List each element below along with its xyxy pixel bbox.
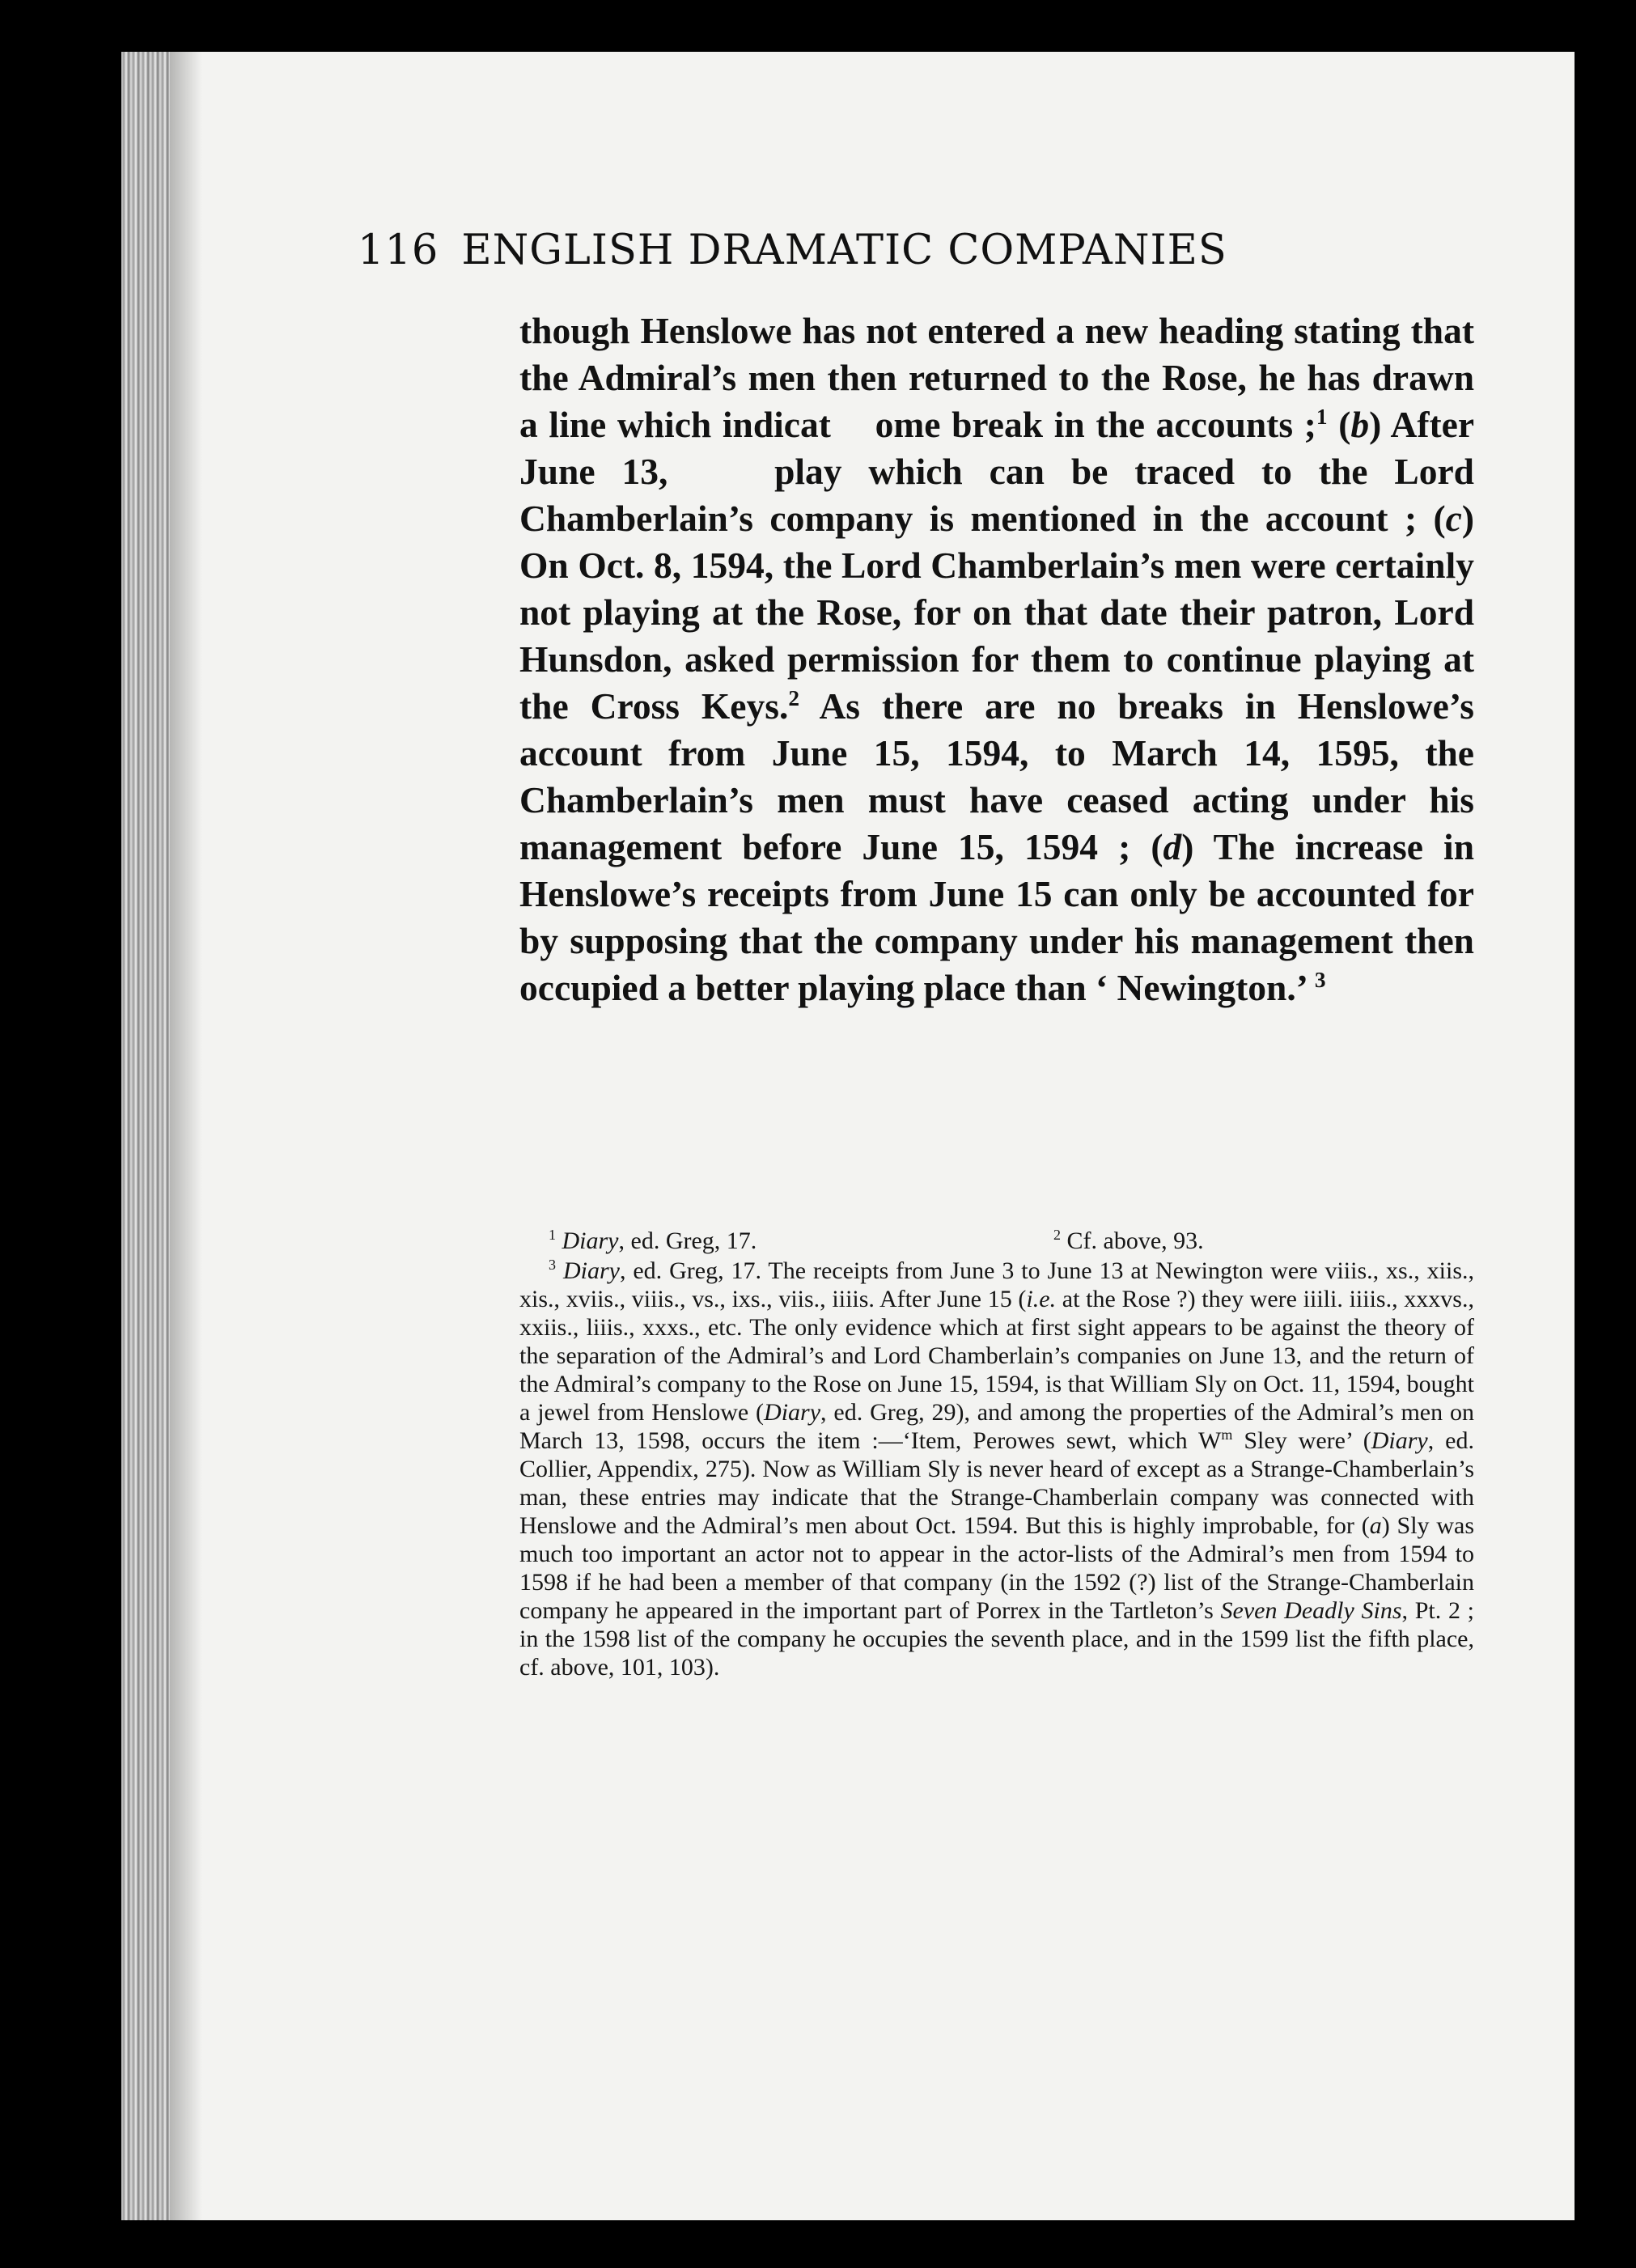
body-text-3: ) After June 13, <box>519 404 1475 492</box>
footnote-3-superscript-m: m <box>1221 1427 1233 1443</box>
footnote-3-text-f: ) Sly was much too important an actor not to appear in the actor-lists of the Admiral’s men from 1594 to 1598 if he had been a member of that company (in the 1592 (?) list of the Strange-Chamberlain company he appeared in the important part of Porrex in the Tartleton’s <box>519 1512 1474 1624</box>
footnote-row-1-2 <box>519 1227 1474 1255</box>
paren-open-d: ( <box>1151 826 1163 867</box>
body-paragraph <box>519 307 1474 1011</box>
main-text <box>519 307 1474 1011</box>
body-text-5: On Oct. 8, 1594, the Lord Chamberlain’s men were certainly not playing at the Rose, for on that date their patron, Lord Hunsdon, asked permission for them to continue playing at the Cross Keys. <box>519 545 1474 727</box>
running-title: ENGLISH DRAMATIC COMPANIES <box>461 227 1227 274</box>
footnote-ref-3: 3 <box>1314 967 1326 992</box>
footnote-3-diary-3: Diary <box>1371 1427 1428 1454</box>
footnote-ref-2: 2 <box>788 685 799 710</box>
footnote-3-text-c: , ed. Greg, 29), and among the properties of the Admiral’s men on March 13, 1598, occurs the item :—‘Item, Perowes sewt, which W <box>519 1399 1474 1454</box>
footnote-3-text-e: , ed. Collier, Appendix, 275). Now as William Sly is never heard of except as a Strange-Chamberlain’s man, these entries may indicate that the Strange-Chamberlain company was connected with Henslowe and the Admiral’s men about Oct. 1594. But this is highly improbable, for ( <box>519 1427 1474 1539</box>
footnote-3-seven-deadly-sins: Seven Deadly Sins <box>1220 1597 1402 1624</box>
footnote-2-text: Cf. above, 93. <box>1066 1227 1204 1254</box>
footnote-3-ie: i.e. <box>1026 1286 1057 1312</box>
footnote-3-text-d: Sley were’ ( <box>1232 1427 1371 1454</box>
footnote-mark-3: 3 <box>549 1257 556 1273</box>
running-header <box>358 227 1474 274</box>
paren-close-c: ) <box>1461 498 1474 539</box>
body-text-7: The increase in Henslowe’s receipts from June 15 can only be accounted for by supposing that the company under his management then occupied a better playing place than ‘ Newington.’ <box>519 826 1474 1008</box>
footnote-3-title: Diary <box>562 1257 620 1284</box>
item-letter-b: b <box>1350 404 1370 445</box>
footnote-1 <box>519 1227 997 1255</box>
body-text-4: play which can be traced to the Lord Chamberlain’s company is mentioned in the account ; <box>519 451 1474 539</box>
body-text-2: ome break in the accounts ; <box>875 404 1316 445</box>
paren-open-c: ( <box>1433 498 1446 539</box>
paren-open-b: ( <box>1338 404 1351 445</box>
footnote-3-text-b: at the Rose ?) they were iiili. iiiis., xxxvs., xxiis., liiis., xxxs., etc. The only evidence which at first sight appears to be against the theory of the separation of the Admiral’s and Lord Chamberlain’s companies on June 13, and the return of the Admiral’s company to the Rose on June 15, 1594, is that William Sly on Oct. 11, 1594, bought a jewel from Henslowe ( <box>519 1286 1474 1426</box>
item-letter-d: d <box>1163 826 1182 867</box>
footnote-2 <box>997 1227 1474 1255</box>
footnotes <box>519 1227 1474 1681</box>
footnote-3-item-a: a <box>1369 1512 1382 1539</box>
footnote-3 <box>519 1257 1474 1681</box>
item-letter-c: c <box>1445 498 1462 539</box>
body-text-1: though Henslowe has not entered a new heading stating that the Admiral’s men then returned to the Rose, he has drawn a line which indicat <box>519 310 1474 445</box>
body-text-6: As there are no breaks in Henslowe’s account from June 15, 1594, to March 14, 1595, the Chamberlain’s men must have ceased acting under his management before June 15, 1594 ; <box>519 685 1475 867</box>
page-number: 116 <box>358 227 439 274</box>
footnote-1-title: Diary <box>562 1227 619 1254</box>
footnote-mark-2: 2 <box>1053 1227 1061 1243</box>
footnote-3-diary-2: Diary <box>764 1399 821 1426</box>
paren-close-d: ) <box>1181 826 1194 867</box>
footnote-1-text: , ed. Greg, 17. <box>618 1227 757 1254</box>
footnote-3-text-a: , ed. Greg, 17. The receipts from June 3 to June 13 at Newington were viiis., xs., xiis., xis., xviis., viiis., vs., ixs., viis., iiiis. After June 15 ( <box>519 1257 1475 1312</box>
footnote-ref-1: 1 <box>1316 404 1328 429</box>
footnote-3-text-g: , Pt. 2 ; in the 1598 list of the company he occupies the seventh place, and in the 1599 list the fifth place, cf. above, 101, 103). <box>519 1597 1474 1681</box>
footnote-mark-1: 1 <box>549 1227 556 1243</box>
